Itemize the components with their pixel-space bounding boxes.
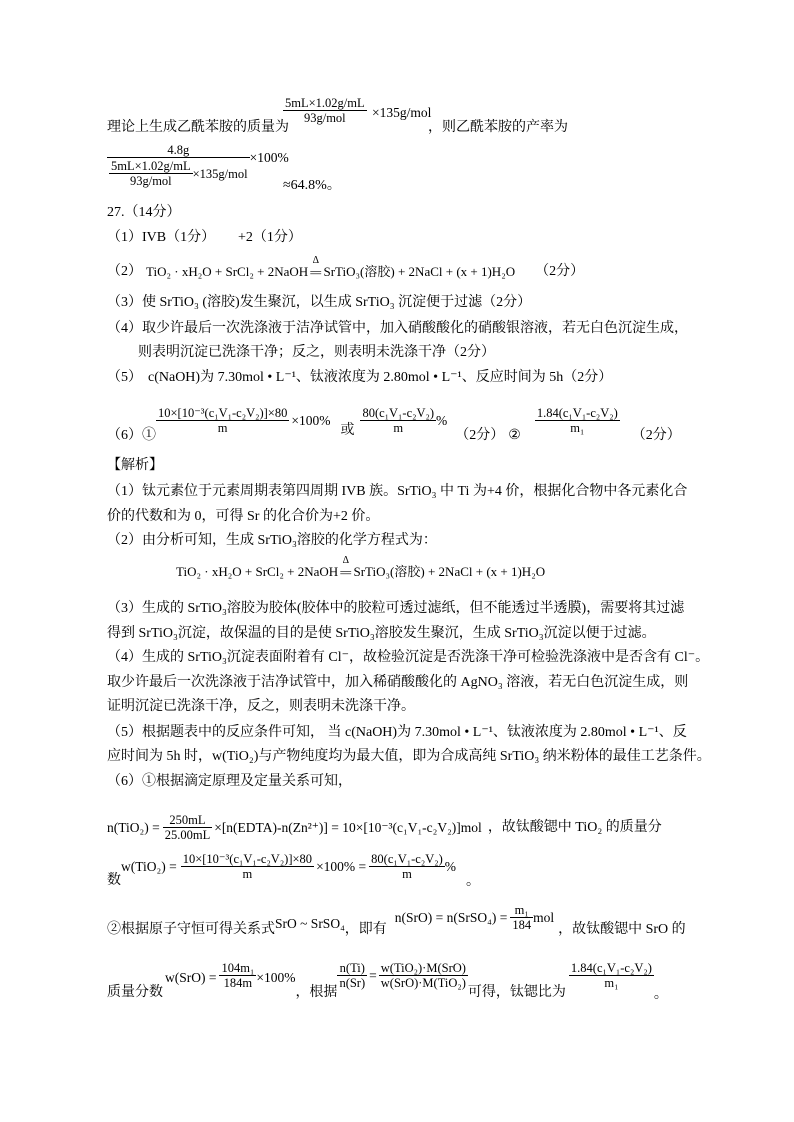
fraction-numerator: 80(c₁V₁-c₂V₂)	[371, 852, 443, 866]
fraction-denominator: 184	[512, 918, 532, 932]
w-tio2-lhs: w(TiO₂) =	[121, 858, 177, 874]
analysis-3-line-2: 得到 SrTiO₃沉淀，故保温的目的是使 SrTiO₃溶胶发生聚沉，生成 SrTiO₃沉淀以便于过滤。	[107, 626, 656, 641]
answer-4-line-2: 则表明沉淀已洗涤干净；反之，则表明未洗涤干净（2分）	[138, 345, 495, 360]
answer-2-label: （2）	[107, 264, 142, 279]
heat-condition: Δ	[342, 555, 350, 566]
volume-ratio-fraction	[163, 813, 212, 842]
ratio-result-label: 可得，钛锶比为	[467, 984, 566, 1000]
fraction-denominator: m	[402, 867, 412, 881]
equation-rhs: SrTiO₃(溶胶) + 2NaCl + (x + 1)H₂O	[353, 564, 546, 579]
yield-label: ，则乙酰苯胺的产率为	[428, 120, 568, 135]
heat-condition: Δ	[312, 255, 320, 266]
sro-relation-line	[107, 903, 686, 937]
n-tio2-rest: ×[n(EDTA)-n(Zn²⁺)] = 10×[10⁻³(c₁V₁-c₂V₂)]mol	[214, 819, 482, 835]
fraction-numerator: 10×[10⁻³(c₁V₁-c₂V₂)]×80	[182, 852, 313, 866]
ratio-line	[107, 961, 668, 1002]
fraction-denominator: m₁	[604, 976, 619, 990]
answer-6-fraction-3	[535, 406, 620, 435]
analysis-heading: 【解析】	[107, 458, 163, 473]
yield-intro: 理论上生成乙酰苯胺的质量为	[107, 120, 289, 135]
answer-1b: +2（1分）	[238, 230, 302, 245]
w-sro-fraction	[219, 961, 256, 990]
ratio-lead: 质量分数	[107, 984, 163, 1000]
sro-relation: SrO ~ SrSO₄	[275, 915, 345, 931]
analysis-5-line-2: 应时间为 5h 时，w(TiO₂)与产物纯度均为最大值，即为合成高纯 SrTiO₃ 纳米粉体的最佳工艺条件。	[107, 749, 711, 764]
answer-4-line-1: （4）取少许最后一次洗涤液于洁净试管中，加入硝酸酸化的硝酸银溶液，若无白色沉淀生成，	[107, 321, 688, 336]
equation-lhs: TiO₂ · xH₂O + SrCl₂ + 2NaOH	[176, 564, 339, 579]
fraction-numerator: 80(c₁V₁-c₂V₂)	[362, 406, 435, 420]
n-tio2-lhs: n(TiO₂) =	[107, 819, 160, 835]
sro-mid: ，即有	[344, 921, 387, 937]
answer-6-or: 或	[340, 422, 355, 438]
fraction-denominator: m	[242, 867, 253, 881]
fraction-denominator: m₁	[570, 421, 585, 435]
equation-lhs: TiO₂ · xH₂O + SrCl₂ + 2NaOH	[146, 264, 309, 279]
yield-numerator: 4.8g	[107, 143, 250, 158]
ti-sr-mole-ratio	[337, 961, 367, 990]
fraction-numerator: 104m₁	[221, 961, 255, 975]
n-sro-equation: n(SrO) = n(SrSO₄) =	[394, 909, 508, 925]
analysis-5-line-1: （5）根据题表中的反应条件可知， 当 c(NaOH)为 7.30mol • L⁻¹、钛液浓度为 2.80mol • L⁻¹、反	[107, 725, 687, 740]
answer-3: （3）使 SrTiO₃ (溶胶)发生聚沉，以生成 SrTiO₃ 沉淀便于过滤（2分）	[107, 295, 532, 310]
w-tio2-fraction-2	[369, 852, 445, 881]
reaction-arrow	[339, 555, 353, 580]
answer-1-label: （1）	[107, 230, 142, 245]
yield-denominator	[107, 158, 250, 188]
yield-fraction	[107, 143, 250, 188]
fraction-numerator: 250mL	[163, 813, 212, 828]
analysis-1-line-2: 价的代数和为 0，可得 Sr 的化合价为+2 价。	[107, 509, 380, 524]
ratio-basis: ，根据	[295, 984, 338, 1000]
answer-5-label: （5）	[107, 370, 142, 385]
analysis-4-line-2: 取少许最后一次洗涤液于洁净试管中，加入稀硝酸酸化的 AgNO₃ 溶液，若无白色沉淀生成，则	[107, 675, 689, 690]
fraction-numerator: 1.84(c₁V₁-c₂V₂)	[536, 406, 618, 420]
yield-denominator-fraction	[109, 159, 193, 188]
ratio-end: 。	[653, 986, 668, 1002]
analysis-equation	[176, 556, 545, 579]
equals-sign: =	[339, 565, 353, 580]
mass-fraction	[283, 96, 367, 125]
mass-multiplier: ×135g/mol	[372, 105, 432, 120]
answer-6	[107, 406, 681, 443]
fraction-denominator: m	[393, 421, 404, 435]
w-sro-lhs: w(SrO) =	[165, 969, 217, 985]
yield-denominator-denominator: 93g/mol	[129, 174, 172, 188]
sro-lead: ②根据原子守恒可得关系式	[107, 921, 275, 937]
yield-percent: ×100%	[249, 150, 289, 165]
mass-molar-ratio	[379, 961, 468, 990]
analysis-4-line-3: 证明沉淀已洗涤干净，反之，则表明未洗涤干净。	[107, 699, 415, 714]
answer-1	[107, 231, 215, 245]
n-sro-unit: mol	[533, 909, 555, 925]
fraction-numerator: w(TiO₂)·M(SrO)	[380, 961, 466, 975]
analysis-6-intro: （6）①根据滴定原理及定量关系可知，	[107, 774, 352, 789]
answer-6-fraction-1	[156, 406, 289, 435]
yield-result: ≈64.8%。	[283, 178, 341, 193]
fraction-denominator: 25.00mL	[164, 828, 211, 842]
equals-sign: =	[309, 265, 323, 280]
fraction-numerator: m₁	[510, 903, 533, 918]
answer-6-score-a: （2分）	[455, 427, 505, 443]
w-tio2-fraction-1	[181, 852, 314, 881]
yield-denominator-multiplier: ×135g/mol	[192, 166, 248, 181]
reaction-arrow	[309, 255, 323, 280]
tio2-amount-equation	[107, 813, 662, 842]
fraction-numerator: 1.84(c₁V₁-c₂V₂)	[570, 961, 652, 975]
question-heading: 27.（14分）	[107, 205, 181, 220]
ti-sr-ratio-result	[569, 961, 654, 990]
n-tio2-tail: ，故钛酸锶中 TiO₂ 的质量分	[487, 819, 662, 835]
answer-5: c(NaOH)为 7.30mol • L⁻¹、钛液浓度为 2.80mol • L⁻¹、反应时间为 5h（2分）	[148, 370, 613, 385]
answer-6-multiplier: ×100%	[291, 412, 331, 428]
fraction-denominator: n(Sr)	[339, 976, 366, 990]
ratio-equals: =	[369, 967, 377, 983]
answer-6-percent: %	[436, 412, 448, 428]
yield-formula	[107, 143, 289, 188]
fraction-numerator: 10×[10⁻³(c₁V₁-c₂V₂)]×80	[158, 406, 288, 420]
analysis-1-line-1: （1）钛元素位于元素周期表第四周期 IVB 族。SrTiO₃ 中 Ti 为+4 价，根据化合物中各元素化合	[107, 484, 688, 499]
answer-2-score: （2分）	[535, 264, 585, 279]
w-sro-multiplier: ×100%	[256, 969, 296, 985]
tio2-mass-fraction-equation	[107, 852, 480, 889]
n-sro-fraction	[510, 903, 533, 932]
yield-denominator-numerator: 5mL×1.02g/mL	[111, 159, 191, 173]
mass-numerator: 5mL×1.02g/mL	[285, 96, 365, 110]
answer-1a: IVB（1分）	[142, 230, 216, 245]
answer-6-label: （6）①	[107, 427, 156, 443]
answer-6-score-b: （2分）	[631, 427, 681, 443]
fraction-denominator: m	[217, 421, 228, 435]
answer-2-equation	[107, 256, 584, 279]
analysis-2: （2）由分析可知，生成 SrTiO₃溶胶的化学方程式为：	[107, 533, 437, 548]
answer-6-label-b: ②	[508, 427, 521, 443]
fraction-denominator: w(SrO)·M(TiO₂)	[380, 976, 466, 990]
analysis-4-line-1: （4）生成的 SrTiO₃沉淀表面附着有 Cl⁻，故检验沉淀是否洗涤干净可检验洗涤液中是否含有 Cl⁻。	[107, 650, 710, 665]
w-tio2-mid: ×100% =	[316, 858, 367, 874]
analysis-3-line-1: （3）生成的 SrTiO₃溶胶为胶体(胶体中的胶粒可透过滤纸，但不能透过半透膜)，需要将其过滤	[107, 601, 685, 616]
answer-6-fraction-2	[360, 406, 436, 435]
w-tio2-end: 。	[466, 873, 480, 889]
sro-tail: ，故钛酸锶中 SrO 的	[558, 921, 686, 937]
w-tio2-unit: %	[444, 858, 456, 874]
fraction-numerator: n(Ti)	[337, 961, 367, 976]
mass-denominator: 93g/mol	[303, 111, 346, 125]
equation-rhs: SrTiO₃(溶胶) + 2NaCl + (x + 1)H₂O	[323, 264, 516, 279]
fraction-denominator: 184m	[223, 976, 253, 990]
w-eq-lead: 数	[107, 872, 121, 888]
